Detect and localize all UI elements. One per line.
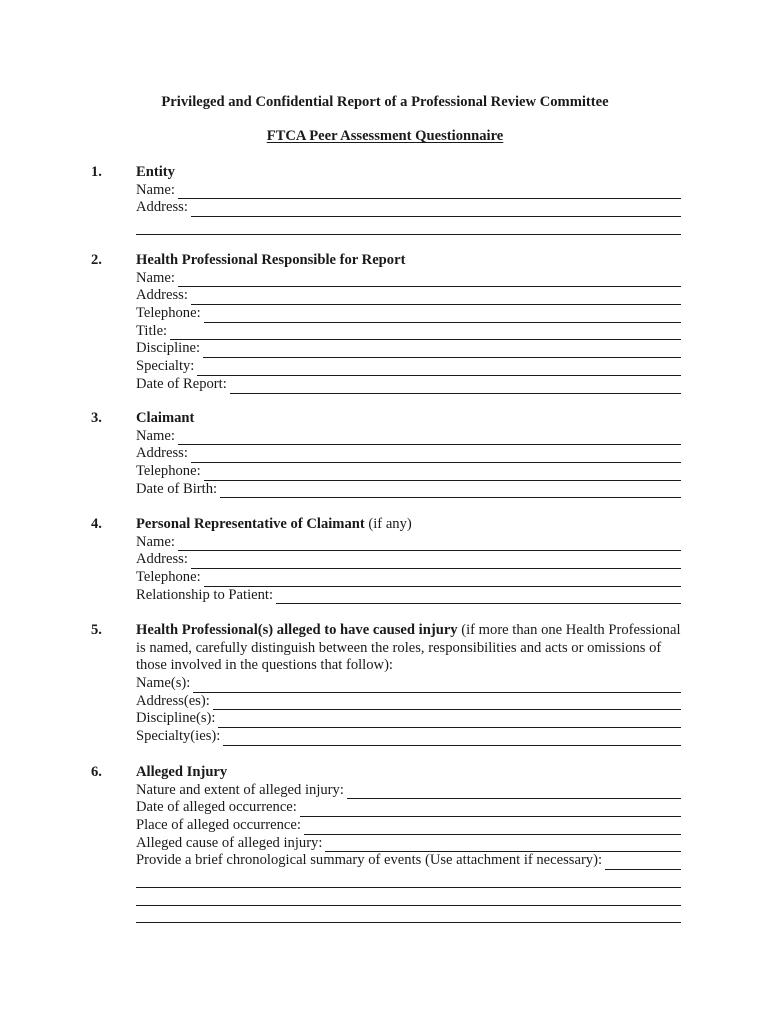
field-label: Place of alleged occurrence: xyxy=(136,817,301,834)
alleged-names-input[interactable] xyxy=(193,679,681,693)
section-number: 1. xyxy=(91,164,102,180)
responsible-specialty-input[interactable] xyxy=(197,362,681,376)
form-field[interactable] xyxy=(136,199,681,217)
field-label: Telephone: xyxy=(136,569,201,586)
form-field[interactable] xyxy=(136,569,681,587)
form-field[interactable] xyxy=(136,445,681,463)
alleged-disciplines-input[interactable] xyxy=(218,714,681,728)
field-label: Date of Report: xyxy=(136,375,227,392)
field-label: Address: xyxy=(136,287,188,304)
alleged-specialties-input[interactable] xyxy=(223,732,681,746)
field-label: Address: xyxy=(136,551,188,568)
relationship-input[interactable] xyxy=(276,590,681,604)
field-label: Telephone: xyxy=(136,463,201,480)
date-of-report-input[interactable] xyxy=(230,380,681,394)
entity-name-input[interactable] xyxy=(178,185,681,199)
field-label: Name: xyxy=(136,269,175,286)
form-field[interactable] xyxy=(136,551,681,569)
section-number: 6. xyxy=(91,764,102,780)
section-number: 5. xyxy=(91,622,102,638)
field-label: Telephone: xyxy=(136,305,201,322)
entity-address-input[interactable] xyxy=(191,203,681,217)
form-field[interactable] xyxy=(136,305,681,323)
field-label: Discipline: xyxy=(136,340,201,357)
form-field[interactable] xyxy=(136,270,681,288)
form-field[interactable] xyxy=(136,340,681,358)
field-label: Relationship to Patient: xyxy=(136,586,274,603)
field-label: Address: xyxy=(136,199,188,216)
summary-continuation-line[interactable] xyxy=(136,888,681,906)
field-label: Name: xyxy=(136,181,175,198)
form-field[interactable] xyxy=(136,728,681,746)
claimant-name-input[interactable] xyxy=(178,431,681,445)
field-label: Address(es): xyxy=(136,692,210,709)
field-label: Provide a brief chronological summary of events (Use attachment if necessary): xyxy=(136,852,603,869)
representative-address-input[interactable] xyxy=(191,555,681,569)
form-field[interactable] xyxy=(136,835,681,853)
document-subtitle: FTCA Peer Assessment Questionnaire xyxy=(266,128,504,144)
section-heading-text: Health Professional(s) alleged to have caused injury xyxy=(136,622,458,638)
document-title: Privileged and Confidential Report of a Professional Review Committee xyxy=(161,94,609,110)
section-number: 2. xyxy=(91,252,102,268)
form-field[interactable] xyxy=(136,587,681,605)
representative-name-input[interactable] xyxy=(178,537,681,551)
form-field[interactable] xyxy=(136,323,681,341)
section-heading xyxy=(136,516,681,534)
section-heading-note: (if any) xyxy=(368,515,412,532)
field-label: Name: xyxy=(136,427,175,444)
claimant-telephone-input[interactable] xyxy=(204,467,681,481)
form-field[interactable] xyxy=(136,428,681,446)
field-label: Specialty(ies): xyxy=(136,728,221,745)
form-field[interactable] xyxy=(136,287,681,305)
alleged-addresses-input[interactable] xyxy=(213,696,681,710)
summary-continuation-line[interactable] xyxy=(136,906,681,924)
form-field[interactable] xyxy=(136,710,681,728)
form-field[interactable] xyxy=(136,782,681,800)
responsible-telephone-input[interactable] xyxy=(204,309,681,323)
form-field[interactable] xyxy=(136,817,681,835)
section-heading: Alleged Injury xyxy=(136,763,228,780)
section-heading-text: Personal Representative of Claimant xyxy=(136,515,365,532)
form-field[interactable] xyxy=(136,852,681,870)
injury-nature-input[interactable] xyxy=(347,785,681,799)
occurrence-place-input[interactable] xyxy=(304,821,681,835)
claimant-address-input[interactable] xyxy=(191,449,681,463)
form-field[interactable] xyxy=(136,534,681,552)
entity-address-continuation-line[interactable] xyxy=(136,217,681,235)
section-heading xyxy=(136,622,681,675)
field-label: Name(s): xyxy=(136,675,191,692)
responsible-discipline-input[interactable] xyxy=(203,344,681,358)
field-label: Date of Birth: xyxy=(136,480,218,497)
section-heading: Claimant xyxy=(136,409,195,426)
summary-continuation-line[interactable] xyxy=(136,870,681,888)
field-label: Name: xyxy=(136,533,175,550)
occurrence-date-input[interactable] xyxy=(300,803,681,817)
field-label: Alleged cause of alleged injury: xyxy=(136,834,323,851)
section-heading-note: (if more than one Health Professional is named, carefully distinguish between the roles, responsibilities and acts or omissions of those involved in the questions that follow): xyxy=(136,622,681,674)
injury-cause-input[interactable] xyxy=(325,838,681,852)
field-label: Nature and extent of alleged injury: xyxy=(136,781,344,798)
summary-input[interactable] xyxy=(605,856,681,870)
field-label: Specialty: xyxy=(136,358,195,375)
field-label: Discipline(s): xyxy=(136,710,216,727)
form-field[interactable] xyxy=(136,693,681,711)
field-label: Title: xyxy=(136,322,168,339)
field-label: Date of alleged occurrence: xyxy=(136,799,297,816)
form-field[interactable] xyxy=(136,799,681,817)
representative-telephone-input[interactable] xyxy=(204,573,681,587)
responsible-title-input[interactable] xyxy=(170,326,681,340)
responsible-name-input[interactable] xyxy=(178,273,681,287)
field-label: Address: xyxy=(136,445,188,462)
claimant-dob-input[interactable] xyxy=(220,484,681,498)
section-number: 3. xyxy=(91,410,102,426)
form-field[interactable] xyxy=(136,376,681,394)
form-field[interactable] xyxy=(136,182,681,200)
form-field[interactable] xyxy=(136,481,681,499)
form-field[interactable] xyxy=(136,358,681,376)
responsible-address-input[interactable] xyxy=(191,291,681,305)
section-heading: Entity xyxy=(136,163,175,180)
section-heading: Health Professional Responsible for Report xyxy=(136,251,406,268)
section-number: 4. xyxy=(91,516,102,532)
form-field[interactable] xyxy=(136,675,681,693)
form-field[interactable] xyxy=(136,463,681,481)
